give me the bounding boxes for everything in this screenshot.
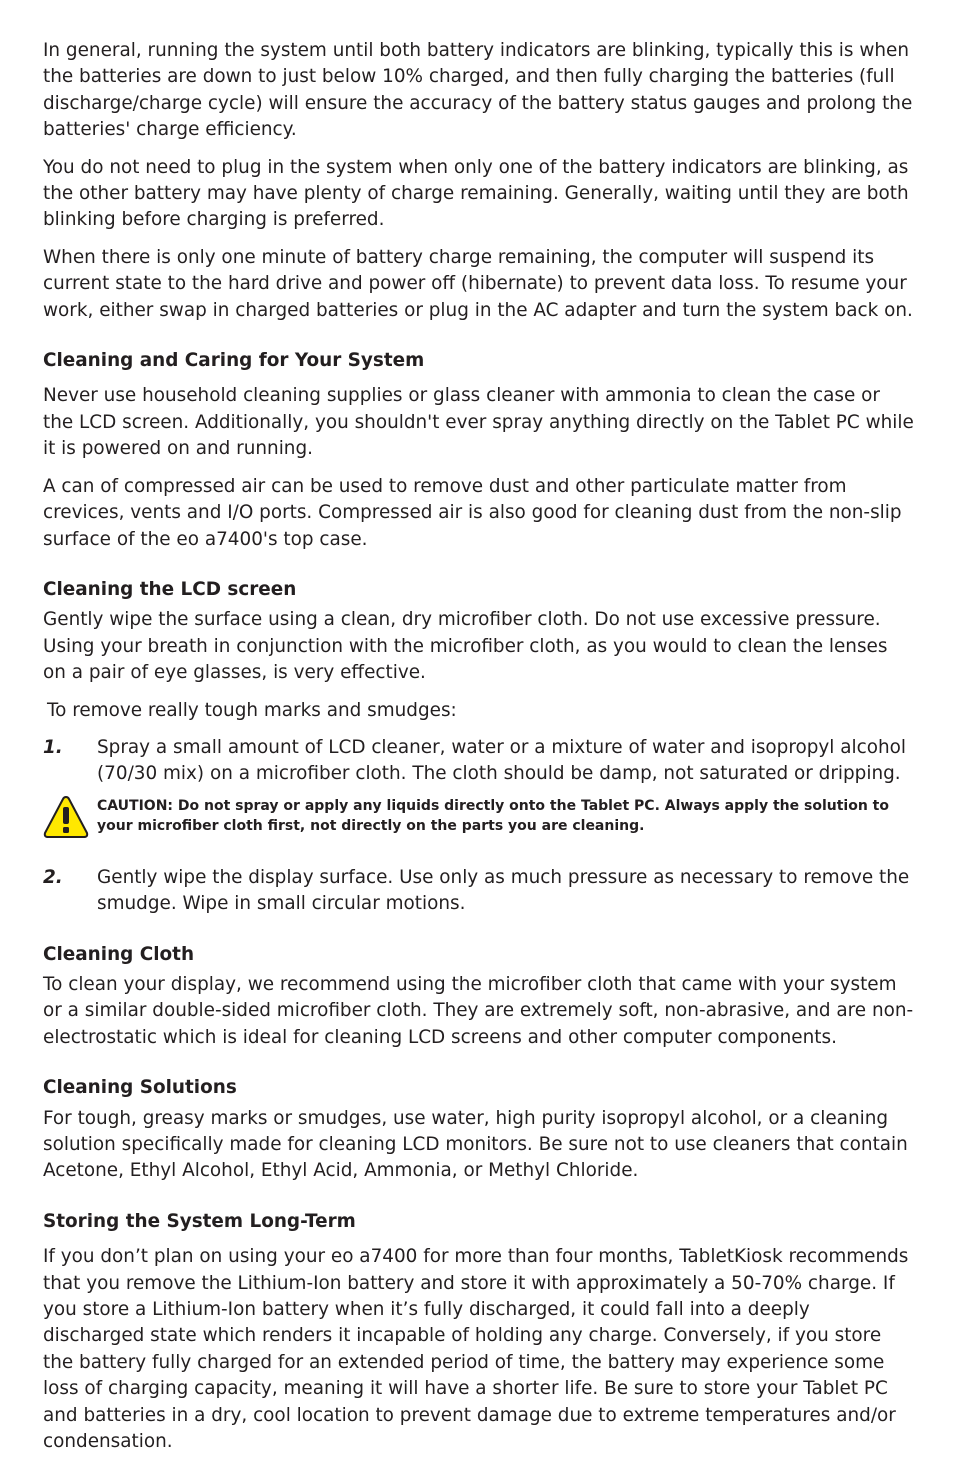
caution-note bbox=[43, 795, 914, 845]
paragraph-compressed-air: A can of compressed air can be used to remove dust and other particulate matter from crevices, vents and I/O ports. Compressed air is also good for cleaning dust from the non-slip surface of the eo a7400's top case. bbox=[43, 475, 902, 550]
paragraph-one-indicator: You do not need to plug in the system when only one of the battery indicators are blinking, as the other battery may have plenty of charge remaining. Generally, waiting until they are both blinking before charging is preferred. bbox=[43, 156, 909, 231]
paragraph-battery-indicators: In general, running the system until both battery indicators are blinking, typically this is when the batteries are down to just below 10% charged, and then fully charging the batteries (full discharge/charge cycle) will ensure the accuracy of the battery status gauges and prolong the batteries' charge efficiency. bbox=[43, 40, 913, 141]
step-number: 1. bbox=[43, 736, 63, 758]
list-item-step-2 bbox=[43, 865, 914, 918]
paragraph-household-cleaning: Never use household cleaning supplies or glass cleaner with ammonia to clean the case or the LCD screen. Additionally, you shouldn't ever spray anything directly on the Tablet PC while it is powered on and running. bbox=[43, 385, 914, 460]
heading-cleaning-cloth: Cleaning Cloth bbox=[43, 943, 195, 965]
paragraph-microfiber-cloth: To clean your display, we recommend using the microfiber cloth that came with your system or a similar double-sided microfiber cloth. They are extremely soft, non-abrasive, and are non-electrostatic which is ideal for cleaning LCD screens and other computer components. bbox=[43, 973, 914, 1048]
paragraph-hibernate: When there is only one minute of battery charge remaining, the computer will suspend its current state to the hard drive and power off (hibernate) to prevent data loss. To resume your work, either swap in charged batteries or plug in the AC adapter and turn the system back on. bbox=[43, 246, 913, 321]
step-text: Spray a small amount of LCD cleaner, water or a mixture of water and isopropyl alcohol (70/30 mix) on a microfiber cloth. The cloth should be damp, not saturated or dripping. bbox=[97, 736, 907, 785]
paragraph-tough-marks-intro: To remove really tough marks and smudges: bbox=[47, 699, 457, 721]
caution-text: CAUTION: Do not spray or apply any liquids directly onto the Tablet PC. Always apply the solution to your microfiber cloth first, not directly on the parts you are cleaning. bbox=[97, 797, 889, 834]
heading-cleaning-caring: Cleaning and Caring for Your System bbox=[43, 350, 425, 372]
step-text: Gently wipe the display surface. Use only as much pressure as necessary to remove the smudge. Wipe in small circular motions. bbox=[97, 866, 910, 915]
paragraph-cleaning-solutions: For tough, greasy marks or smudges, use water, high purity isopropyl alcohol, or a cleaning solution specifically made for cleaning LCD monitors. Be sure not to use cleaners that contain Acetone, Ethyl Alcohol, Ethyl Acid, Ammonia, or Methyl Chloride. bbox=[43, 1107, 908, 1182]
paragraph-wipe-surface: Gently wipe the surface using a clean, dry microfiber cloth. Do not use excessive pressure. Using your breath in conjunction with the microfiber cloth, as you would to clean the lenses on a pair of eye glasses, is very effective. bbox=[43, 609, 888, 684]
step-number: 2. bbox=[43, 866, 63, 888]
heading-cleaning-lcd: Cleaning the LCD screen bbox=[43, 578, 297, 600]
warning-triangle-icon bbox=[43, 795, 97, 845]
heading-storing-long-term: Storing the System Long-Term bbox=[43, 1210, 356, 1232]
list-item-step-1 bbox=[43, 735, 914, 788]
paragraph-storing: If you don’t plan on using your eo a7400 for more than four months, TabletKiosk recommends that you remove the Lithium-Ion battery and store it with approximately a 50-70% charge. If you store a Lithium-Ion battery when it’s fully discharged, it could fall into a deeply discharged state which renders it incapable of holding any charge. Conversely, if you store the battery fully charged for an extended period of time, the battery may experience some loss of charging capacity, meaning it will have a shorter life. Be sure to store your Tablet PC and batteries in a dry, cool location to prevent damage due to extreme temperatures and/or condensation. bbox=[43, 1246, 909, 1453]
heading-cleaning-solutions: Cleaning Solutions bbox=[43, 1077, 237, 1099]
